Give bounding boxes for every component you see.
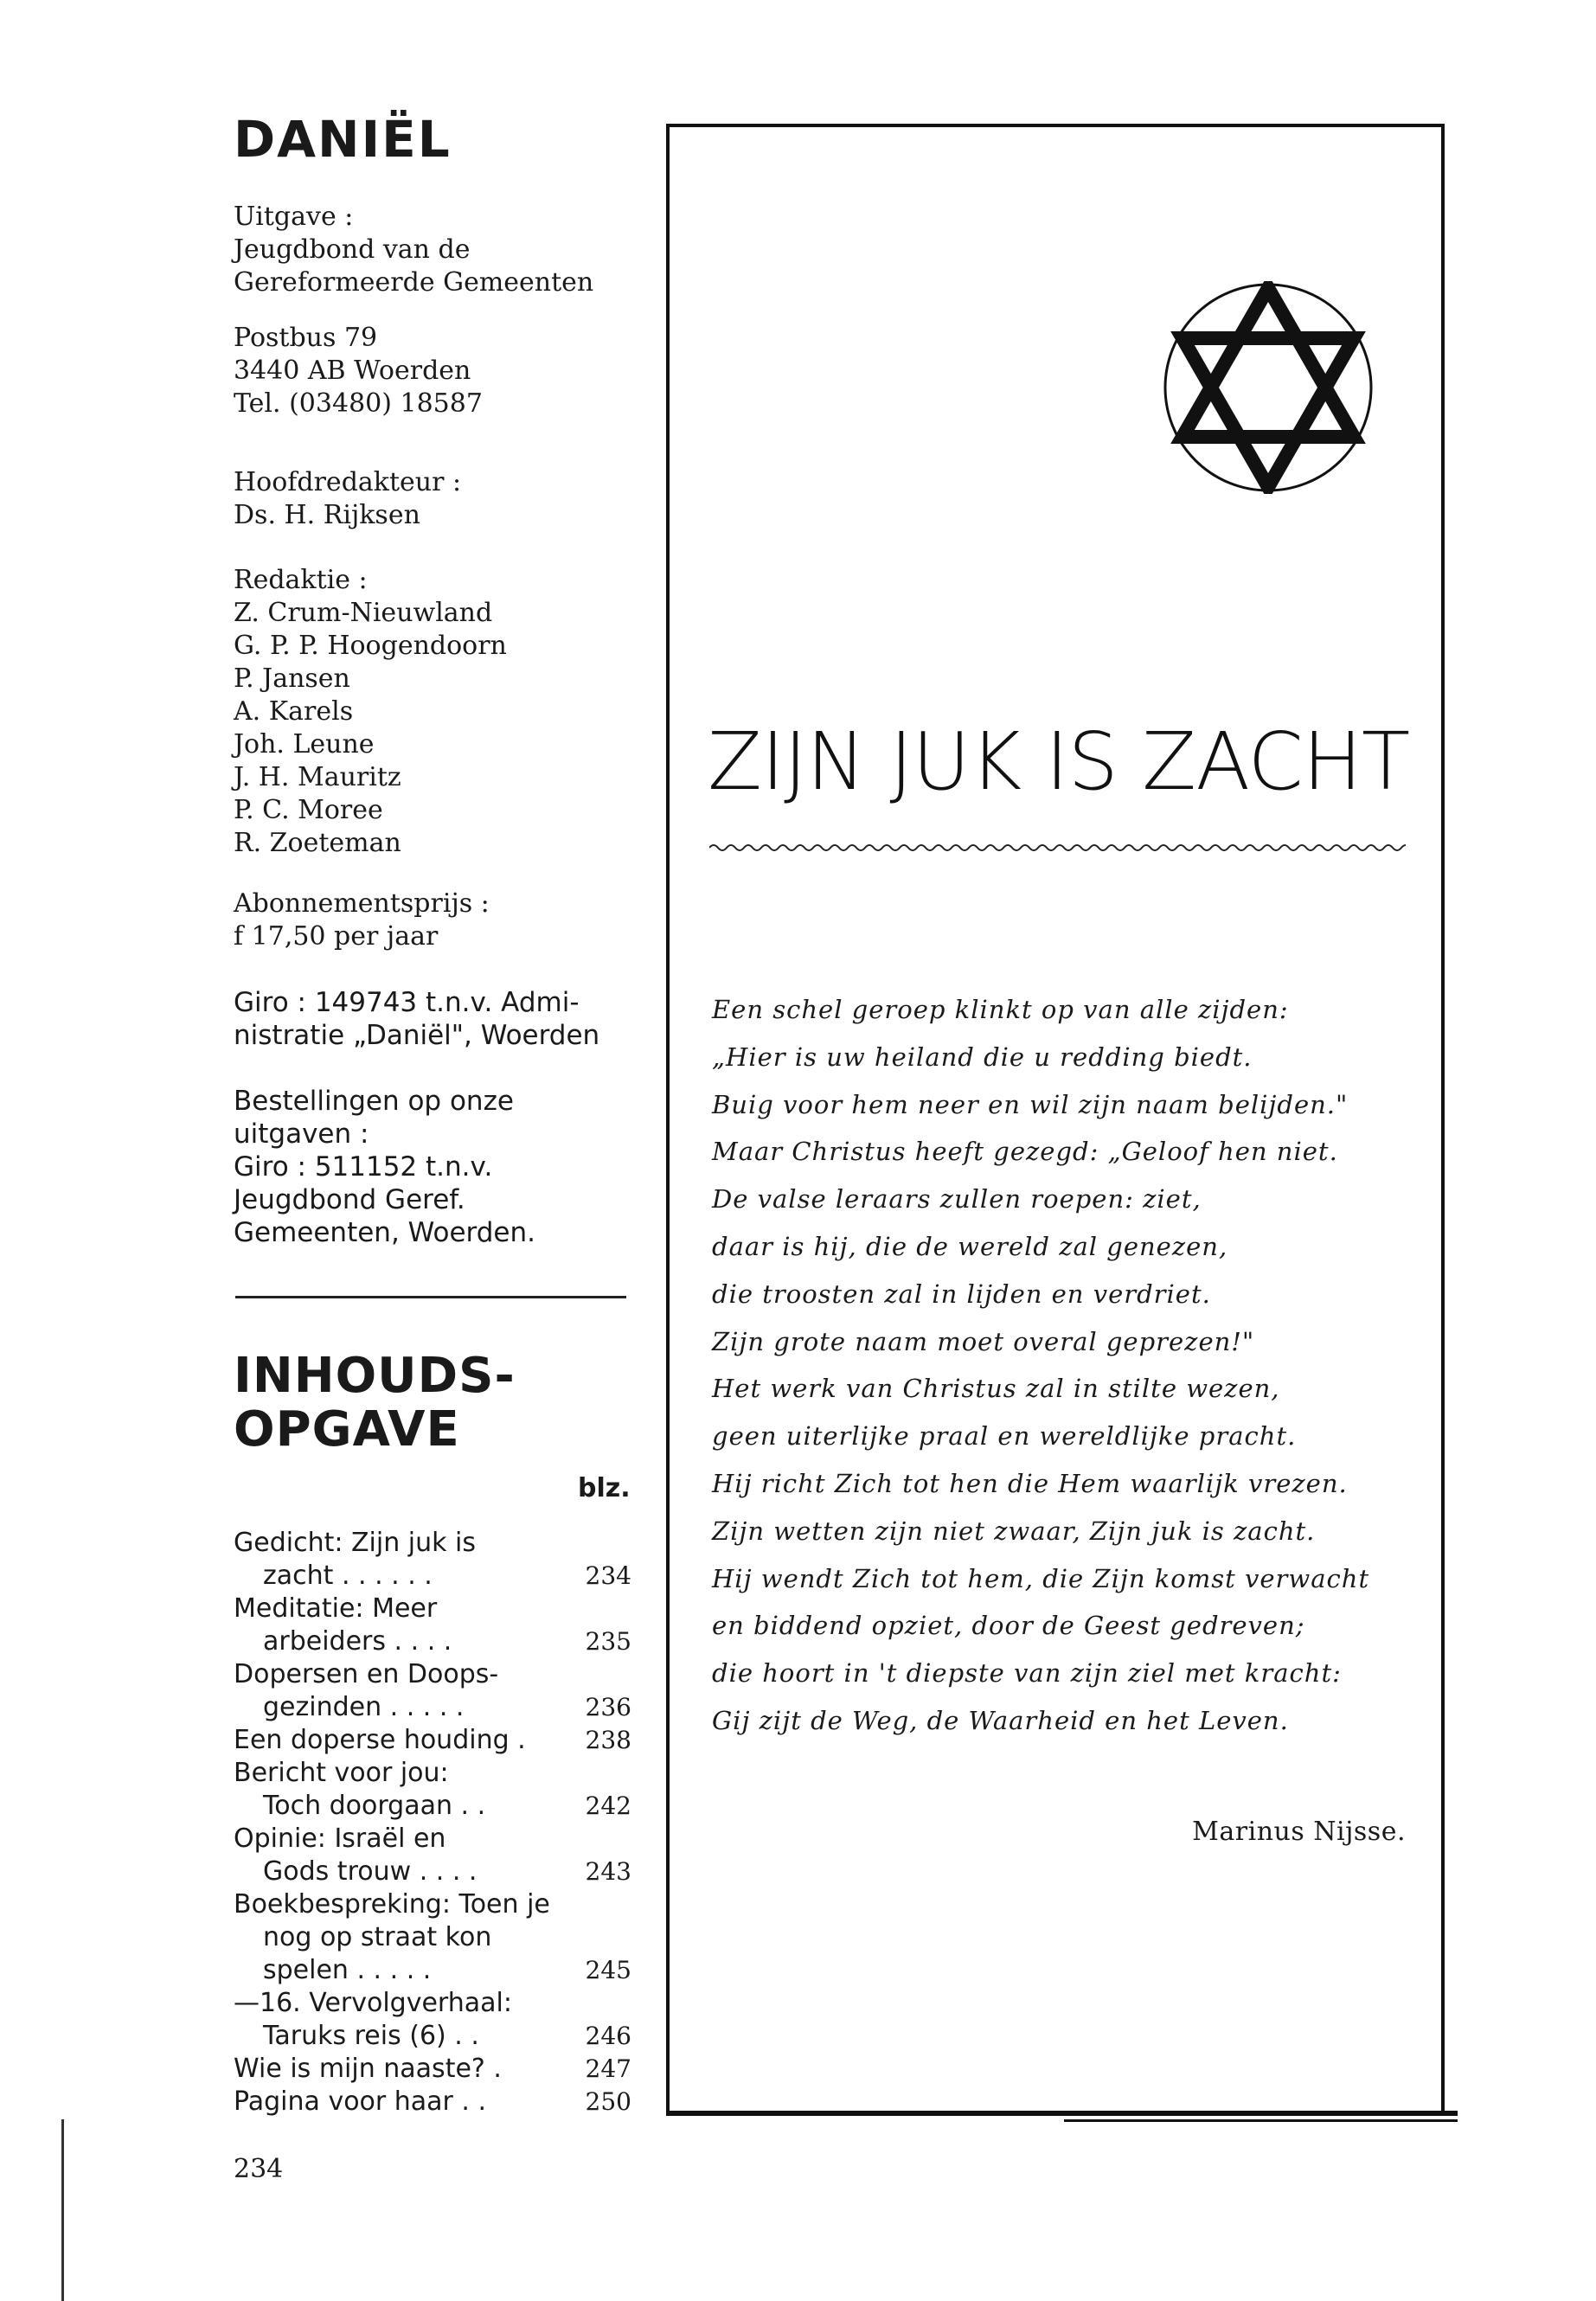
- toc-page-column-header: blz.: [578, 1473, 631, 1503]
- toc-entry-text: Een doperse houding .: [234, 1725, 526, 1755]
- toc-row: [234, 1790, 631, 1823]
- poem-line: daar is hij, die de wereld zal genezen,: [712, 1231, 1228, 1261]
- poem-line: Een schel geroep klinkt op van alle zijden:: [712, 995, 1289, 1024]
- toc-entry-text: gezinden . . . . .: [263, 1692, 465, 1722]
- toc-entry-page: 234: [585, 1561, 631, 1590]
- toc-row: [234, 1724, 631, 1757]
- address-info: Postbus 79 3440 AB Woerden Tel. (03480) 18587: [234, 323, 483, 419]
- frame-bottom-rule-secondary: [1064, 2119, 1458, 2122]
- poem-line: Maar Christus heeft gezegd: „Geloof hen niet.: [712, 1137, 1338, 1167]
- toc-entry-page: 246: [585, 2022, 631, 2050]
- frame-bottom-rule: [666, 2111, 1458, 2116]
- poem-line: Het werk van Christus zal in stilte wezen,: [712, 1374, 1280, 1404]
- toc-entry-text: spelen . . . . .: [263, 1955, 432, 1985]
- giro-info: Giro : 149743 t.n.v. Admi- nistratie „Daniël", Woerden: [234, 987, 600, 1051]
- toc-entry-text: Gods trouw . . . .: [263, 1856, 478, 1887]
- poem-line: De valse leraars zullen roepen: ziet,: [712, 1184, 1202, 1215]
- editors-list: Redaktie : Z. Crum-Nieuwland G. P. P. Hoogendoorn P. Jansen A. Karels Joh. Leune J. H. Mauritz P. C. Moree R. Zoeteman: [234, 565, 507, 858]
- toc-entry-text: Gedicht: Zijn juk is: [234, 1528, 476, 1558]
- toc-entry-text: arbeiders . . . .: [263, 1626, 452, 1657]
- subscription-price: Abonnementsprijs : f 17,50 per jaar: [234, 888, 490, 952]
- poem-line: Zijn wetten zijn niet zwaar, Zijn juk is zacht.: [712, 1516, 1316, 1546]
- decorative-wave-rule: [709, 841, 1406, 855]
- toc-row: [234, 1757, 631, 1790]
- poem-line: Zijn grote naam moet overal geprezen!": [712, 1326, 1255, 1356]
- toc-entry-page: 250: [585, 2087, 631, 2116]
- toc-row: [234, 1954, 631, 1987]
- poem-line: Hij richt Zich tot hen die Hem waarlijk vrezen.: [712, 1468, 1348, 1498]
- poem-line: die troosten zal in lijden en verdriet.: [712, 1279, 1211, 1309]
- toc-row: [234, 1593, 631, 1625]
- toc-row: [234, 1987, 631, 2020]
- magazine-title: DANIËL: [234, 110, 452, 169]
- poem-line: Buig voor hem neer en wil zijn naam belijden.": [712, 1089, 1349, 1119]
- toc-entry-text: Taruks reis (6) . .: [263, 2021, 479, 2051]
- toc-entry-text: Toch doorgaan . .: [263, 1791, 486, 1821]
- toc-row: [234, 1823, 631, 1856]
- toc-row: [234, 1691, 631, 1724]
- poem-title: ZIJN JUK IS ZACHT: [708, 715, 1410, 808]
- toc-row: [234, 1658, 631, 1691]
- toc-entry-page: 247: [585, 2054, 631, 2083]
- toc-entry-text: Dopersen en Doops-: [234, 1659, 499, 1689]
- toc-title: INHOUDS- OPGAVE: [234, 1348, 516, 1458]
- star-of-david-icon: [1162, 281, 1375, 494]
- toc-row: [234, 2086, 631, 2118]
- poem-line: geen uiterlijke praal en wereldlijke pracht.: [712, 1421, 1297, 1452]
- toc-entry-page: 235: [585, 1627, 631, 1656]
- section-divider: [235, 1296, 626, 1298]
- toc-row: [234, 1527, 631, 1560]
- toc-row: [234, 1921, 631, 1954]
- toc-entry-text: Meditatie: Meer: [234, 1593, 438, 1624]
- toc-entry-text: Bericht voor jou:: [234, 1758, 449, 1788]
- toc-entry-page: 236: [585, 1693, 631, 1721]
- toc-entry-text: Pagina voor haar . .: [234, 2086, 487, 2117]
- toc-entry-text: —16. Vervolgverhaal:: [234, 1988, 512, 2018]
- toc-entry-text: Boekbespreking: Toen je: [234, 1889, 550, 1920]
- poem-line: Gij zijt de Weg, de Waarheid en het Leven.: [712, 1705, 1289, 1735]
- poem-line: die hoort in 't diepste van zijn ziel met kracht:: [712, 1658, 1342, 1689]
- toc-entry-text: Opinie: Israël en: [234, 1823, 446, 1854]
- poem-line: „Hier is uw heiland die u redding biedt.: [712, 1042, 1253, 1072]
- table-of-contents: [234, 1527, 631, 2118]
- toc-entry-page: 238: [585, 1726, 631, 1754]
- toc-row: [234, 1625, 631, 1658]
- poem-body: [712, 986, 1430, 1745]
- poem-line: Hij wendt Zich tot hem, die Zijn komst verwacht: [712, 1563, 1370, 1593]
- page-number: 234: [234, 2154, 284, 2184]
- toc-row: [234, 2053, 631, 2086]
- poem-author: Marinus Nijsse.: [1192, 1817, 1406, 1847]
- frame-top-rule: [666, 124, 1445, 127]
- poem-line: en biddend opziet, door de Geest gedreven;: [712, 1611, 1305, 1641]
- toc-entry-page: 242: [585, 1791, 631, 1820]
- toc-entry-text: nog op straat kon: [263, 1922, 492, 1952]
- toc-row: [234, 2020, 631, 2053]
- toc-entry-page: 243: [585, 1857, 631, 1886]
- orders-info: Bestellingen op onze uitgaven : Giro : 511152 t.n.v. Jeugdbond Geref. Gemeenten, Woerden.: [234, 1086, 535, 1248]
- scan-edge-line: [61, 2119, 64, 2301]
- toc-row: [234, 1560, 631, 1593]
- toc-entry-text: Wie is mijn naaste? .: [234, 2054, 502, 2084]
- toc-entry-page: 245: [585, 1956, 631, 1984]
- toc-entry-text: zacht . . . . . .: [263, 1561, 433, 1591]
- toc-row: [234, 1856, 631, 1888]
- chief-editor-info: Hoofdredakteur : Ds. H. Rijksen: [234, 467, 462, 530]
- toc-row: [234, 1888, 631, 1921]
- publisher-info: Uitgave : Jeugdbond van de Gereformeerde Gemeenten: [234, 202, 594, 298]
